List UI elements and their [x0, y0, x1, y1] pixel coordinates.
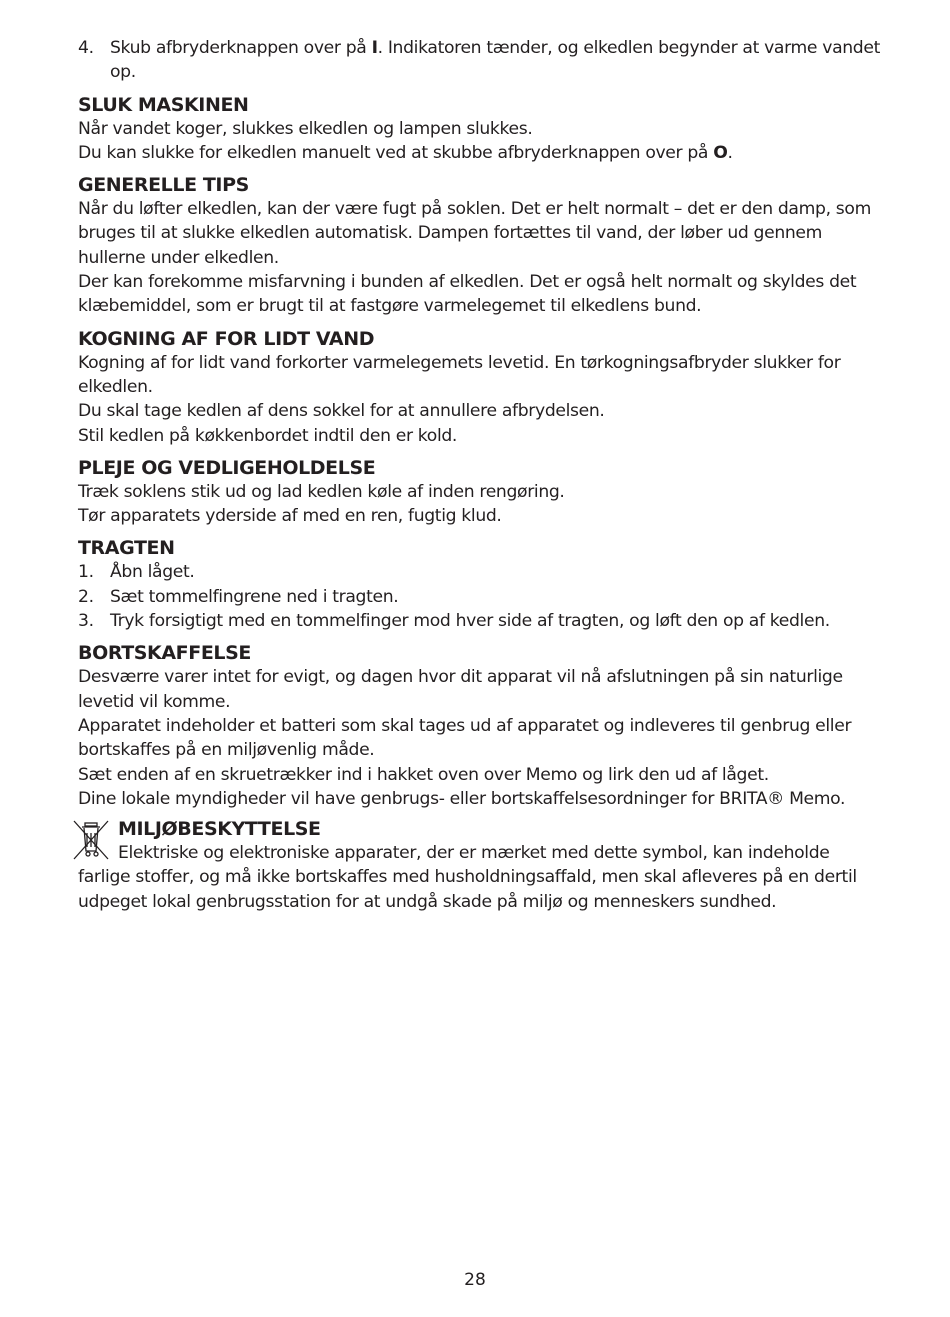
section-title-pleje: PLEJE OG VEDLIGEHOLDELSE	[78, 456, 376, 479]
document-page	[78, 36, 888, 914]
miljo-paragraph-rest: farlige stoffer, og må ikke bortskaffes med husholdningsaffald, men skal afleveres på en dertil udpeget lokal genbrugsstation for at undgå skade på miljø og menneskers sundhed.	[78, 867, 857, 912]
tips-paragraph-1: Når du løfter elkedlen, kan der være fugt på soklen. Det er helt normalt – det er den damp, som bruges til at slukke elkedlen automatisk. Dampen fortættes til vand, der løber ud gennem hullerne under elkedlen.	[78, 199, 871, 268]
section-title-miljo: MILJØBESKYTTELSE	[118, 818, 321, 841]
tragten-step-2	[78, 585, 888, 609]
bortskaffelse-paragraph-3: Sæt enden af en skruetrækker ind i hakket oven over Memo og lirk den ud af låget.	[78, 764, 769, 785]
sluk-p2-bold: O	[713, 142, 728, 163]
kogning-paragraph-3: Stil kedlen på køkkenbordet indtil den er kold.	[78, 425, 458, 446]
step-text-b: . Indikatoren tænder, og elkedlen begynder at varme vandet op.	[110, 38, 880, 83]
step-number: 4.	[78, 38, 94, 58]
sluk-paragraph-2	[78, 141, 888, 165]
kogning-paragraph-1: Kogning af for lidt vand forkorter varmelegemets levetid. En tørkogningsafbryder slukker for elkedlen.	[78, 352, 841, 397]
step-number: 2.	[78, 586, 94, 607]
step-text-a: Skub afbryderknappen over på	[110, 38, 372, 58]
section-title-tragten: TRAGTEN	[78, 537, 175, 560]
miljo-paragraph-line-1: Elektriske og elektroniske apparater, der er mærket med dette symbol, kan indeholde	[118, 843, 830, 864]
section-title-tips: GENERELLE TIPS	[78, 174, 249, 197]
section-title-kogning: KOGNING AF FOR LIDT VAND	[78, 327, 375, 350]
section-title-sluk: SLUK MASKINEN	[78, 93, 249, 116]
tragten-step-3	[78, 609, 888, 633]
pleje-paragraph-2: Tør apparatets yderside af med en ren, fugtig klud.	[78, 506, 502, 527]
intro-step-4	[78, 36, 888, 85]
tragten-step-1	[78, 560, 888, 584]
step-text: Sæt tommelfingrene ned i tragten.	[110, 586, 399, 607]
kogning-paragraph-2: Du skal tage kedlen af dens sokkel for at annullere afbrydelsen.	[78, 401, 605, 422]
page-number: 28	[464, 1270, 486, 1290]
weee-crossed-bin-icon	[72, 819, 112, 861]
step-text: Åbn låget.	[110, 562, 195, 583]
bortskaffelse-paragraph-2: Apparatet indeholder et batteri som skal tages ud af apparatet og indleveres til genbrug eller bortskaffes på en miljøvenlig måde.	[78, 715, 852, 761]
sluk-p2-end: .	[727, 142, 733, 163]
sluk-paragraph-1: Når vandet koger, slukkes elkedlen og lampen slukkes.	[78, 118, 533, 139]
tips-paragraph-2: Der kan forekomme misfarvning i bunden af elkedlen. Det er også helt normalt og skyldes det klæbemiddel, som er brugt til at fastgøre varmelegemet til elkedlens bund.	[78, 272, 857, 317]
pleje-paragraph-1: Træk soklens stik ud og lad kedlen køle af inden rengøring.	[78, 481, 565, 502]
sluk-p2-text: Du kan slukke for elkedlen manuelt ved at skubbe afbryderknappen over på	[78, 142, 714, 163]
step-number: 1.	[78, 562, 94, 583]
step-number: 3.	[78, 611, 94, 632]
miljo-header	[78, 817, 888, 841]
step-bold: I	[371, 38, 378, 58]
bortskaffelse-paragraph-1: Desværre varer intet for evigt, og dagen hvor dit apparat vil nå afslutningen på sin naturlige levetid vil komme.	[78, 667, 843, 712]
step-text: Tryk forsigtigt med en tommelfinger mod hver side af tragten, og løft den op af kedlen.	[110, 611, 830, 632]
section-title-bortskaffelse: BORTSKAFFELSE	[78, 642, 251, 665]
bortskaffelse-paragraph-4: Dine lokale myndigheder vil have genbrugs- eller bortskaffelsesordninger for BRITA® Memo.	[78, 788, 846, 809]
